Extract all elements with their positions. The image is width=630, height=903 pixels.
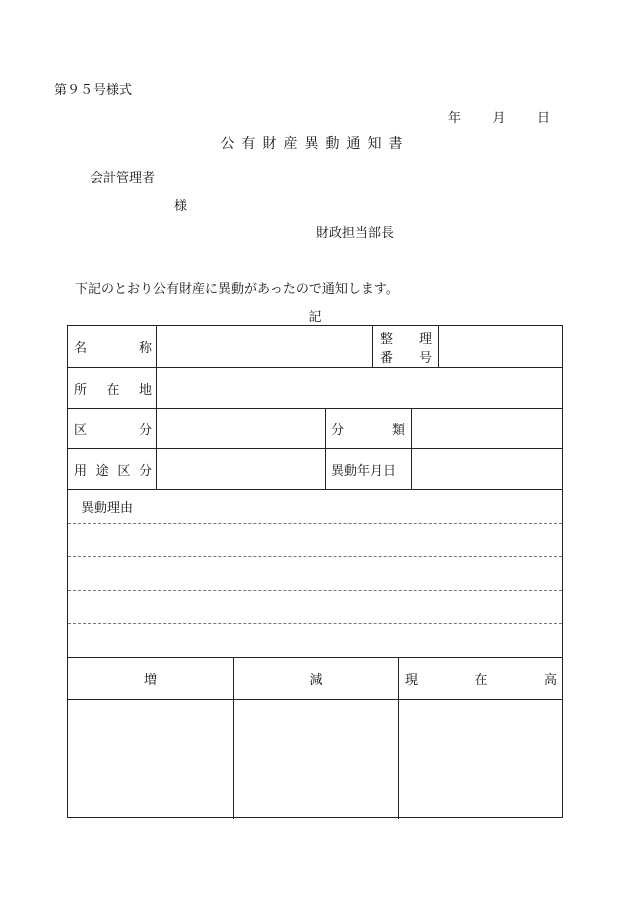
current-amount-label: 現 在 高 [405, 673, 557, 688]
change-date-field[interactable] [412, 449, 563, 489]
change-reason-field[interactable] [68, 524, 563, 656]
location-field[interactable] [157, 368, 563, 408]
ki-marker: 記 [308, 310, 322, 325]
usage-category-field[interactable] [157, 449, 325, 489]
decrease-field[interactable] [234, 700, 398, 818]
year-label: 年 [448, 111, 462, 126]
day-label: 日 [536, 111, 550, 126]
division-label: 区 分 [74, 423, 152, 438]
addressee: 会計管理者 [90, 171, 156, 186]
honorific: 様 [174, 199, 188, 214]
reference-number-field[interactable] [439, 326, 563, 367]
document-title: 公有財産異動通知書 [220, 136, 410, 152]
decrease-label: 減 [309, 673, 323, 688]
name-label: 名 称 [74, 341, 152, 356]
reference-number-label: 整 理 番 号 [380, 332, 432, 366]
date-line [448, 107, 550, 126]
division-field[interactable] [157, 409, 325, 448]
change-reason-label: 異動理由 [81, 501, 134, 516]
location-label: 所 在 地 [74, 382, 152, 398]
increase-field[interactable] [68, 700, 233, 818]
notification-table [67, 325, 563, 818]
increase-label: 増 [143, 673, 157, 688]
month-label: 月 [492, 111, 506, 126]
intro-text: 下記のとおり公有財産に異動があったので通知します。 [75, 282, 399, 297]
classification-label: 分 類 [331, 423, 405, 438]
name-field[interactable] [157, 326, 372, 367]
current-amount-field[interactable] [399, 700, 563, 818]
classification-field[interactable] [412, 409, 563, 448]
change-date-label: 異動年月日 [331, 463, 397, 479]
form-number: 第９５号様式 [54, 83, 133, 98]
usage-category-label: 用 途 区 分 [74, 463, 152, 479]
sender: 財政担当部長 [316, 226, 395, 241]
